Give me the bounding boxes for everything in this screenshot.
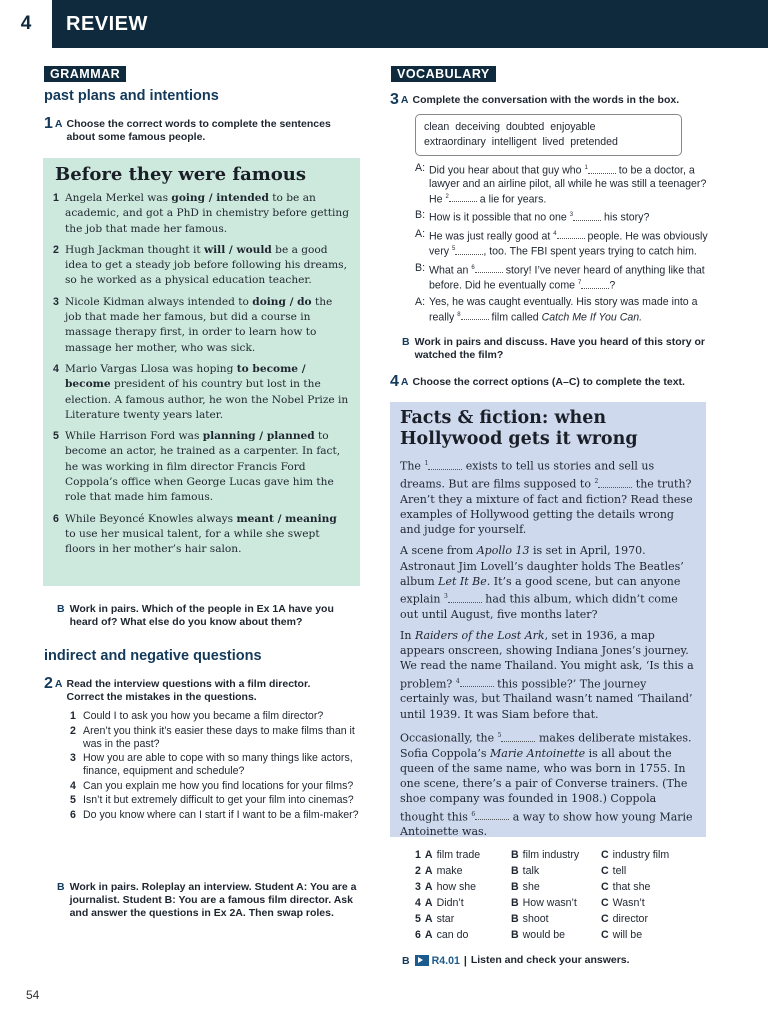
sentence-list (53, 191, 350, 558)
dialogue-line (415, 228, 710, 259)
sentence-item (53, 429, 350, 505)
question-text: Isn’t it but extremely difficult to get your film into cinemas? (83, 794, 354, 806)
question-text: Could I to ask you how you became a film director? (83, 710, 324, 722)
item-number: 3 (53, 295, 59, 308)
separator: | (463, 954, 467, 967)
question-text: Aren’t you think it’s easier these days to make films than it was in the past? (83, 724, 355, 750)
option-row (415, 895, 715, 911)
grammar-label: GRAMMAR (44, 66, 126, 82)
exercise-number: 2 (44, 675, 53, 692)
sentence-item (53, 191, 350, 237)
question-text: Can you explain me how you find locations for your films? (83, 779, 354, 792)
option-c[interactable]: C tell (601, 865, 627, 877)
header-bar (52, 0, 768, 48)
item-number: 2 (70, 724, 76, 737)
item-number: 3 (70, 752, 76, 764)
exercise-instruction: Listen and check your answers. (470, 954, 630, 966)
line-text: What an $^6$ story! I’ve never heard of anything like that before. Did he eventually come $^7$ ? (429, 264, 705, 292)
exercise-letter: A (54, 118, 63, 130)
gap-number: 2 (445, 193, 449, 200)
exercise-number: 3 (390, 91, 399, 108)
choice-options[interactable]: going / intended (171, 192, 269, 204)
exercise-letter: B (402, 336, 410, 348)
question-item (70, 725, 360, 751)
exercise-letter: A (400, 376, 409, 388)
option-b[interactable]: B talk (511, 865, 540, 877)
option-a[interactable]: 3 A how she (415, 881, 477, 893)
exercise-letter: B (57, 603, 65, 615)
question-item (70, 752, 360, 778)
option-b[interactable]: B film industry (511, 849, 580, 861)
exercise-3b (402, 336, 707, 362)
choice-options[interactable]: meant / meaning (236, 512, 337, 525)
audio-code: R4.01 (431, 954, 460, 967)
item-number: 6 (53, 512, 59, 525)
choice-options[interactable]: doing / do (252, 295, 312, 308)
option-c[interactable]: C Wasn’t (601, 897, 645, 909)
question-item (70, 809, 360, 822)
speaker: B: (415, 209, 426, 222)
text-paragraph: A scene from Apollo 13 is set in April, 1970. Astronaut Jim Lovell’s daughter holds The Beatles’ album Let It Be. It’s a good scene, but can anyone explain $^3$ had this album, which didn’t come out until August, five months later? (400, 544, 684, 621)
answer-gap[interactable] (461, 311, 489, 320)
vocabulary-label: VOCABULARY (391, 66, 496, 82)
facts-fiction-box (390, 402, 706, 837)
exercise-instruction: Choose the correct words to complete the sentences about some famous people. (66, 118, 331, 143)
speaker: A: (415, 162, 426, 174)
grammar-subheading-1: past plans and intentions (44, 88, 219, 104)
gap-number: 3 (569, 212, 574, 219)
gap-number: 6 (471, 264, 475, 271)
page-title: REVIEW (66, 13, 148, 35)
line-text: Did you hear about that guy who $^1$ to be a doctor, a lawyer and an airline pilot, all while he was still a teenager? He $^2$ a lie for years. (429, 164, 707, 206)
sentence-item (53, 512, 350, 558)
answer-gap[interactable] (455, 246, 483, 255)
choice-options[interactable]: to become / become (65, 362, 306, 391)
option-row (415, 847, 715, 863)
answer-gap[interactable] (588, 165, 616, 174)
item-number: 4 (53, 362, 59, 375)
exercise-instruction: Read the interview questions with a film director. Correct the mistakes in the questions. (66, 678, 311, 703)
word-box-line: extraordinary intelligent lived pretended (424, 136, 618, 148)
exercise-letter: A (400, 94, 409, 106)
option-b[interactable]: B shoot (511, 913, 549, 925)
exercise-1a (44, 116, 360, 144)
dialogue-line (415, 209, 710, 225)
exercise-2a (44, 676, 344, 704)
item-number: 4 (70, 779, 76, 792)
item-text: Hugh Jackman thought it will / would be a good idea to get a steady job before following his dreams, so he worked as a physical education teacher. (65, 243, 347, 287)
exercise-instruction: Choose the correct options (A–C) to complete the text. (412, 376, 685, 388)
item-text: While Beyoncé Knowles always meant / meaning to use her musical talent, for a while she swept floors in her mother’s hair salon. (65, 512, 337, 556)
before-famous-box (43, 158, 360, 586)
line-text: Yes, he was caught eventually. His story was made into a really $^8$ film called Catch Me If You Can. (429, 295, 698, 324)
question-item (70, 794, 360, 807)
option-c[interactable]: C will be (601, 929, 643, 941)
option-row (415, 927, 715, 943)
question-item (70, 780, 360, 793)
option-b[interactable]: B How wasn’t (511, 897, 577, 909)
answer-gap[interactable] (573, 212, 601, 221)
film-title: Catch Me If You Can. (541, 311, 643, 324)
option-c[interactable]: C director (601, 913, 648, 925)
dialogue-line (415, 262, 710, 293)
sentence-item (53, 295, 350, 356)
exercise-number: 4 (390, 373, 399, 390)
option-b[interactable]: B would be (511, 929, 566, 941)
exercise-instruction: Work in pairs. Which of the people in Ex 1A have you heard of? What else do you know about them? (69, 603, 334, 628)
line-text: He was just really good at $^4$ people. He was obviously very $^5$ , too. The FBI spent years trying to catch him. (429, 230, 708, 258)
exercise-3a (390, 92, 710, 107)
word-box (415, 114, 682, 156)
option-row (415, 863, 715, 879)
exercise-instruction: Work in pairs. Roleplay an interview. Student A: You are a journalist. Student B: You are a famous film director. Ask and answer the questions in Ex 2A. Then swap roles. (69, 881, 357, 919)
gap-number: 1 (584, 165, 588, 171)
choice-options[interactable]: planning / planned (202, 430, 315, 443)
text-paragraph: Occasionally, the $^5$ makes deliberate mistakes. Sofia Coppola’s Marie Antoinette is all about the queen of the same name, who was born in 1755. In one scene, there’s a pair of Converse trainers. (The shoe company was founded in 1908.) Coppola thought this $^6$ a way to show how young Marie Antoinette was. (400, 731, 693, 839)
item-number: 5 (53, 430, 59, 443)
line-text: How is it possible that no one $^3$ his story? (429, 211, 650, 224)
option-b[interactable]: B she (511, 881, 540, 893)
question-list (70, 710, 360, 823)
box-title: Before they were famous (55, 164, 307, 185)
option-c[interactable]: C that she (601, 881, 651, 893)
answer-gap[interactable] (475, 264, 503, 273)
exercise-instruction: Complete the conversation with the words in the box. (412, 94, 680, 106)
exercise-2b (57, 881, 357, 920)
exercise-4b (402, 954, 630, 967)
speaker: B: (415, 261, 426, 274)
sentence-item (53, 362, 350, 423)
option-a[interactable]: 2 A make (415, 865, 463, 877)
conversation (415, 162, 710, 327)
option-c[interactable]: C industry film (601, 849, 670, 861)
item-number: 2 (53, 243, 59, 256)
dialogue-line (415, 296, 710, 325)
question-item (70, 710, 360, 723)
exercise-number: 1 (44, 115, 53, 132)
option-a[interactable]: 5 A star (415, 913, 455, 925)
box-title: Facts & fiction: when Hollywood gets it wrong (400, 408, 638, 449)
option-row (415, 879, 715, 895)
item-text: While Harrison Ford was planning / planned to become an actor, he trained as a carpenter. In fact, he was working in film director Francis Ford Coppola’s office when George Lucas gave him the role that made him famous. (65, 430, 341, 504)
question-text: How you are able to cope with so many things like actors, finance, equipment and schedule? (83, 752, 353, 777)
choice-options[interactable]: will / would (204, 243, 272, 256)
item-number: 5 (70, 794, 76, 806)
option-a[interactable]: 6 A can do (415, 929, 469, 941)
answer-gap[interactable] (557, 230, 585, 239)
gap-number: 8 (457, 311, 461, 318)
page-header (0, 0, 768, 48)
option-a[interactable]: 4 A Didn’t (415, 897, 464, 909)
options-list (415, 847, 715, 943)
exercise-letter: B (402, 954, 410, 967)
item-number: 6 (70, 808, 76, 821)
option-a[interactable]: 1 A film trade (415, 849, 481, 861)
speaker: A: (415, 295, 426, 308)
exercise-instruction: Work in pairs and discuss. Have you heard of this story or watched the film? (414, 336, 705, 361)
vocabulary-tag (391, 65, 496, 83)
audio-icon[interactable] (415, 955, 429, 966)
exercise-4a (390, 374, 710, 389)
unit-number: 4 (20, 13, 32, 34)
word-box-line: clean deceiving doubted enjoyable (424, 121, 596, 133)
exercise-letter: A (54, 678, 63, 690)
item-number: 1 (70, 710, 76, 722)
text-paragraph: In Raiders of the Lost Ark, set in 1936, a map appears onscreen, showing Indiana Jones’s journey. We read the name Thailand. You might ask, ‘Is this a problem? $^4$ this possible?’ The journey certainly was, but Thailand wasn’t named ‘Thailand’ until 1939. It was Siam before that. (400, 629, 694, 721)
grammar-subheading-2: indirect and negative questions (44, 648, 262, 664)
exercise-1b (57, 603, 357, 629)
answer-gap[interactable] (449, 193, 477, 202)
question-text: Do you know where can I start if I want to be a film-maker? (83, 808, 359, 821)
exercise-letter: B (57, 881, 65, 893)
option-row (415, 911, 715, 927)
page-number: 54 (26, 988, 40, 1002)
speaker: A: (415, 227, 426, 240)
gap-number: 5 (451, 246, 456, 253)
item-number: 1 (53, 192, 59, 204)
item-text: Mario Vargas Llosa was hoping to become / become president of his country but lost in the election. A famous author, he won the Nobel Prize in Literature twenty years later. (65, 362, 349, 421)
sentence-item (53, 243, 350, 289)
gap-number: 4 (553, 230, 557, 237)
grammar-tag (44, 65, 126, 83)
item-text: Angela Merkel was going / intended to be an academic, and got a PhD in chemistry before getting the job that made her famous. (65, 192, 350, 235)
item-text: Nicole Kidman always intended to doing / do the job that made her famous, but did a course in massage therapy first, in order to learn how to massage her mother, who was sick. (65, 295, 333, 354)
dialogue-line (415, 162, 710, 206)
gap-number: 7 (578, 280, 582, 287)
text-paragraph: The $^1$ exists to tell us stories and sell us dreams. But are films supposed to $^2$ the truth? Aren’t they a mixture of fact and fiction? Read these examples of Hollywood getting the details wrong and judge for yourself. (400, 459, 693, 537)
answer-gap[interactable] (581, 280, 609, 289)
